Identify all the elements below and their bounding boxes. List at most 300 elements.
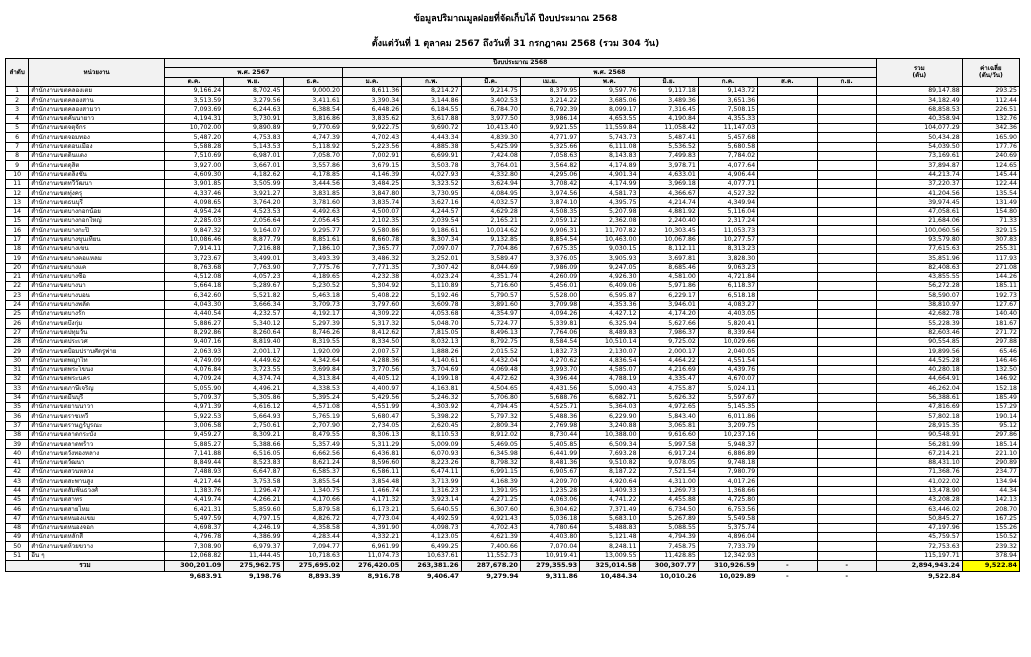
- row-month-value: [758, 179, 817, 188]
- row-month-value: 5,304.92: [342, 282, 401, 291]
- row-month-value: 8,412.62: [342, 328, 401, 337]
- row-month-value: 6,699.91: [402, 151, 461, 160]
- row-month-value: [817, 402, 876, 411]
- row-average: 342.36: [962, 124, 1019, 133]
- row-month-value: 2,165.21: [461, 217, 520, 226]
- row-month-value: 5,339.81: [520, 319, 579, 328]
- row-total: 88,431.10: [876, 458, 962, 467]
- row-month-value: 11,552.73: [461, 551, 520, 560]
- row-average: 378.94: [962, 551, 1019, 560]
- row-month-value: 3,921.27: [224, 189, 283, 198]
- row-seq: 4: [6, 114, 29, 123]
- row-month-value: 1,235.28: [520, 486, 579, 495]
- average-month-value: -: [786, 572, 789, 581]
- row-month-value: 6,409.06: [580, 282, 639, 291]
- row-total: 50,845.27: [876, 514, 962, 523]
- header-year-2568: พ.ศ. 2568: [342, 68, 876, 77]
- row-seq: 30: [6, 356, 29, 365]
- row-total: 46,262.04: [876, 384, 962, 393]
- row-month-value: 3,505.99: [224, 179, 283, 188]
- row-month-value: [817, 272, 876, 281]
- row-month-value: 4,581.00: [639, 272, 698, 281]
- row-seq: 29: [6, 347, 29, 356]
- row-month-value: 7,733.79: [698, 542, 757, 551]
- row-month-value: 4,266.21: [224, 495, 283, 504]
- row-month-value: 4,337.46: [164, 189, 223, 198]
- row-month-value: 7,775.76: [283, 263, 342, 272]
- row-month-value: 11,058.42: [639, 124, 698, 133]
- row-month-value: 6,987.01: [224, 151, 283, 160]
- row-month-value: 6,244.63: [224, 105, 283, 114]
- total-month-value: -: [758, 561, 817, 572]
- row-total: 19,899.56: [876, 347, 962, 356]
- row-month-value: 7,521.54: [639, 468, 698, 477]
- row-seq: 50: [6, 542, 29, 551]
- header-month: มิ.ย.: [639, 77, 698, 86]
- report-title: ข้อมูลปริมาณมูลฝอยที่จัดเก็บได้ ปีงบประมาณ 2568: [413, 14, 618, 24]
- row-month-value: 3,764.01: [461, 161, 520, 170]
- row-total: 56,272.28: [876, 282, 962, 291]
- row-month-value: 9,616.60: [639, 430, 698, 439]
- row-month-value: [758, 440, 817, 449]
- row-month-value: 4,972.65: [639, 402, 698, 411]
- row-seq: 46: [6, 505, 29, 514]
- row-month-value: 9,770.69: [283, 124, 342, 133]
- row-month-value: [817, 151, 876, 160]
- row-average: 154.80: [962, 207, 1019, 216]
- row-month-value: 4,439.76: [698, 365, 757, 374]
- row-month-value: [758, 421, 817, 430]
- row-unit-name: สำนักงานเขตปทุมวัน: [29, 328, 165, 337]
- row-month-value: [758, 142, 817, 151]
- row-unit-name: สำนักงานเขตทุ่งครุ: [29, 189, 165, 198]
- row-month-value: 6,647.87: [224, 468, 283, 477]
- row-month-value: 6,509.34: [580, 440, 639, 449]
- row-month-value: [817, 449, 876, 458]
- row-month-value: 13,009.55: [580, 551, 639, 560]
- row-month-value: 4,826.72: [283, 514, 342, 523]
- row-month-value: 6,586.11: [342, 468, 401, 477]
- row-month-value: 9,725.02: [639, 337, 698, 346]
- average-row: [6, 572, 1020, 583]
- row-month-value: 5,118.92: [283, 142, 342, 151]
- row-month-value: 8,611.36: [342, 86, 401, 95]
- row-month-value: [817, 198, 876, 207]
- row-average: 167.25: [962, 514, 1019, 523]
- row-month-value: 3,969.18: [639, 179, 698, 188]
- row-month-value: 7,424.08: [461, 151, 520, 160]
- row-month-value: 9,890.89: [224, 124, 283, 133]
- row-month-value: 4,896.04: [698, 533, 757, 542]
- row-month-value: [758, 393, 817, 402]
- row-month-value: 8,248.11: [580, 542, 639, 551]
- total-month-value: 275,962.75: [224, 561, 283, 572]
- row-month-value: 5,549.58: [698, 514, 757, 523]
- row-month-value: [758, 86, 817, 95]
- report-subtitle: ตั้งแต่วันที่ 1 ตุลาคม 2567 ถึงวันที่ 31 กรกฎาคม 2568 (รวม 304 วัน): [371, 39, 660, 49]
- row-month-value: 5,325.66: [520, 142, 579, 151]
- row-month-value: 8,496.13: [461, 328, 520, 337]
- row-month-value: [817, 244, 876, 253]
- row-total: 28,915.35: [876, 421, 962, 430]
- row-total: 77,615.63: [876, 244, 962, 253]
- table-row: [6, 523, 1020, 532]
- row-month-value: 7,763.90: [224, 263, 283, 272]
- row-month-value: 2,620.45: [402, 421, 461, 430]
- row-month-value: 7,675.35: [520, 244, 579, 253]
- row-total: 40,358.94: [876, 114, 962, 123]
- row-month-value: 4,709.24: [164, 375, 223, 384]
- row-seq: 26: [6, 319, 29, 328]
- row-month-value: 4,508.35: [520, 207, 579, 216]
- total-month-value: 263,381.26: [402, 561, 461, 572]
- row-month-value: 6,474.11: [402, 468, 461, 477]
- row-total: 44,664.91: [876, 375, 962, 384]
- row-month-value: [817, 179, 876, 188]
- row-month-value: 5,797.32: [461, 412, 520, 421]
- row-average: 65.46: [962, 347, 1019, 356]
- row-month-value: [758, 96, 817, 105]
- row-month-value: 4,836.54: [580, 356, 639, 365]
- row-unit-name: สำนักงานเขตห้วยขวาง: [29, 542, 165, 551]
- row-month-value: 4,443.34: [402, 133, 461, 142]
- row-month-value: 3,390.34: [342, 96, 401, 105]
- row-month-value: 4,043.30: [164, 300, 223, 309]
- row-month-value: 8,621.24: [283, 458, 342, 467]
- header-unit: หน่วยงาน: [29, 59, 165, 87]
- row-month-value: [817, 542, 876, 551]
- row-month-value: 9,510.82: [580, 458, 639, 467]
- row-average: 157.29: [962, 402, 1019, 411]
- row-month-value: 4,427.12: [580, 310, 639, 319]
- row-month-value: [758, 151, 817, 160]
- row-month-value: 4,270.62: [520, 356, 579, 365]
- table-row: [6, 114, 1020, 123]
- row-month-value: 5,879.58: [283, 505, 342, 514]
- row-month-value: 4,084.95: [461, 189, 520, 198]
- row-month-value: 1,368.66: [698, 486, 757, 495]
- row-seq: 1: [6, 86, 29, 95]
- row-month-value: 4,455.88: [639, 495, 698, 504]
- row-unit-name: สำนักงานเขตสายไหม: [29, 505, 165, 514]
- row-month-value: 6,342.60: [164, 291, 223, 300]
- row-month-value: 7,986.09: [520, 263, 579, 272]
- total-month-value: 276,420.05: [342, 561, 401, 572]
- row-unit-name: สำนักงานเขตบางคอแหลม: [29, 254, 165, 263]
- total-month-value: 287,678.20: [461, 561, 520, 572]
- row-month-value: 7,070.04: [520, 542, 579, 551]
- row-month-value: 4,885.38: [402, 142, 461, 151]
- row-average: 112.44: [962, 96, 1019, 105]
- row-average: 255.31: [962, 244, 1019, 253]
- row-month-value: [817, 310, 876, 319]
- row-average: 234.77: [962, 468, 1019, 477]
- row-month-value: 8,292.86: [164, 328, 223, 337]
- row-month-value: 7,488.93: [164, 468, 223, 477]
- row-month-value: 5,997.58: [639, 440, 698, 449]
- row-month-value: 7,508.15: [698, 105, 757, 114]
- row-month-value: 4,527.32: [698, 189, 757, 198]
- row-unit-name: สำนักงานเขตจตุจักร: [29, 124, 165, 133]
- row-month-value: [758, 495, 817, 504]
- row-average: 271.08: [962, 263, 1019, 272]
- row-month-value: 1,888.26: [402, 347, 461, 356]
- row-month-value: 2,015.52: [461, 347, 520, 356]
- row-month-value: 4,396.44: [520, 375, 579, 384]
- row-month-value: 4,400.97: [342, 384, 401, 393]
- row-month-value: 5,706.80: [461, 393, 520, 402]
- row-month-value: 8,849.44: [164, 458, 223, 467]
- row-month-value: 5,055.90: [164, 384, 223, 393]
- row-average: 127.67: [962, 300, 1019, 309]
- row-month-value: 3,489.36: [639, 96, 698, 105]
- row-month-value: [758, 263, 817, 272]
- row-seq: 42: [6, 468, 29, 477]
- row-month-value: 3,753.58: [224, 477, 283, 486]
- row-month-value: 6,753.56: [698, 505, 757, 514]
- row-month-value: 4,472.62: [461, 375, 520, 384]
- row-month-value: 4,702.43: [461, 523, 520, 532]
- row-month-value: 6,111.08: [580, 142, 639, 151]
- row-month-value: 3,986.14: [520, 114, 579, 123]
- row-month-value: 1,269.73: [639, 486, 698, 495]
- header-month: ก.ค.: [698, 77, 757, 86]
- row-month-value: [758, 533, 817, 542]
- row-month-value: 5,683.10: [580, 514, 639, 523]
- row-month-value: [817, 207, 876, 216]
- row-month-value: 4,174.89: [580, 161, 639, 170]
- row-seq: 15: [6, 217, 29, 226]
- row-month-value: 4,309.22: [342, 310, 401, 319]
- header-month: ส.ค.: [758, 77, 817, 86]
- row-month-value: 2,007.57: [342, 347, 401, 356]
- row-month-value: [817, 468, 876, 477]
- row-month-value: 6,229.90: [580, 412, 639, 421]
- table-row: [6, 328, 1020, 337]
- row-month-value: [817, 375, 876, 384]
- row-month-value: 4,492.59: [402, 514, 461, 523]
- row-month-value: 3,503.78: [402, 161, 461, 170]
- row-month-value: 4,702.43: [342, 133, 401, 142]
- header-month: ก.ย.: [817, 77, 876, 86]
- row-month-value: 3,993.70: [520, 365, 579, 374]
- row-seq: 13: [6, 198, 29, 207]
- row-month-value: [817, 384, 876, 393]
- row-month-value: [817, 291, 876, 300]
- row-total: 93,579.80: [876, 235, 962, 244]
- row-month-value: 8,319.55: [283, 337, 342, 346]
- row-month-value: 6,886.89: [698, 449, 757, 458]
- table-row: [6, 486, 1020, 495]
- row-average: 177.76: [962, 142, 1019, 151]
- row-month-value: 4,403.80: [520, 533, 579, 542]
- row-month-value: 6,304.62: [520, 505, 579, 514]
- row-average: 140.40: [962, 310, 1019, 319]
- row-unit-name: สำนักงานเขตประเวศ: [29, 337, 165, 346]
- total-month-value: -: [817, 561, 876, 572]
- row-month-value: 3,697.81: [639, 254, 698, 263]
- row-month-value: 4,971.39: [164, 402, 223, 411]
- row-month-value: 10,014.62: [461, 226, 520, 235]
- total-month-value: 275,695.02: [283, 561, 342, 572]
- total-month-value: 310,926.59: [698, 561, 757, 572]
- row-month-value: 4,403.05: [698, 310, 757, 319]
- table-row: [6, 337, 1020, 346]
- row-month-value: [817, 96, 876, 105]
- row-month-value: 3,708.42: [520, 179, 579, 188]
- row-month-value: 4,163.81: [402, 384, 461, 393]
- table-row: [6, 468, 1020, 477]
- row-average: 185.49: [962, 393, 1019, 402]
- row-month-value: 4,174.20: [639, 310, 698, 319]
- row-month-value: 3,704.69: [402, 365, 461, 374]
- total-month-value: 300,201.09: [164, 561, 223, 572]
- row-average: 271.72: [962, 328, 1019, 337]
- row-month-value: 4,174.99: [580, 179, 639, 188]
- row-total: 47,197.96: [876, 523, 962, 532]
- row-month-value: 9,078.05: [639, 458, 698, 467]
- table-row: [6, 393, 1020, 402]
- table-row: [6, 151, 1020, 160]
- row-month-value: [758, 217, 817, 226]
- total-row: [6, 561, 1020, 572]
- table-row: [6, 217, 1020, 226]
- row-seq: 5: [6, 124, 29, 133]
- row-month-value: 3,144.86: [402, 96, 461, 105]
- row-month-value: 7,316.45: [639, 105, 698, 114]
- header-seq: ลำดับ: [6, 59, 29, 87]
- row-month-value: 4,027.93: [402, 170, 461, 179]
- row-seq: 36: [6, 412, 29, 421]
- row-month-value: [817, 300, 876, 309]
- row-average: 190.14: [962, 412, 1019, 421]
- row-month-value: [758, 514, 817, 523]
- row-month-value: 4,839.30: [461, 133, 520, 142]
- row-month-value: 3,484.25: [342, 179, 401, 188]
- row-month-value: 10,413.40: [461, 124, 520, 133]
- row-month-value: [758, 189, 817, 198]
- row-month-value: 4,017.26: [698, 477, 757, 486]
- row-month-value: 4,214.74: [639, 198, 698, 207]
- row-month-value: 4,794.45: [461, 402, 520, 411]
- row-month-value: 3,797.60: [342, 300, 401, 309]
- row-month-value: 4,921.43: [461, 514, 520, 523]
- row-month-value: [758, 207, 817, 216]
- row-month-value: 5,820.41: [698, 319, 757, 328]
- row-month-value: 5,340.12: [224, 319, 283, 328]
- row-month-value: 5,456.01: [520, 282, 579, 291]
- table-row: [6, 430, 1020, 439]
- row-month-value: 6,905.67: [520, 468, 579, 477]
- row-average: 181.67: [962, 319, 1019, 328]
- row-seq: 20: [6, 263, 29, 272]
- row-unit-name: สำนักงานเขตดุสิต: [29, 161, 165, 170]
- row-month-value: [758, 254, 817, 263]
- row-seq: 16: [6, 226, 29, 235]
- row-month-value: 4,244.57: [402, 207, 461, 216]
- row-unit-name: สำนักงานเขตดินแดง: [29, 151, 165, 160]
- row-month-value: 5,922.53: [164, 412, 223, 421]
- table-row: [6, 440, 1020, 449]
- row-month-value: 4,246.19: [224, 523, 283, 532]
- row-month-value: 5,743.73: [580, 133, 639, 142]
- row-total: 63,446.02: [876, 505, 962, 514]
- row-month-value: [758, 272, 817, 281]
- row-month-value: 3,214.22: [520, 96, 579, 105]
- row-unit-name: สำนักงานเขตตลิ่งชัน: [29, 170, 165, 179]
- row-seq: 41: [6, 458, 29, 467]
- table-row: [6, 291, 1020, 300]
- row-month-value: 6,388.54: [283, 105, 342, 114]
- row-seq: 18: [6, 244, 29, 253]
- row-month-value: 3,831.85: [283, 189, 342, 198]
- row-month-value: 5,885.27: [164, 440, 223, 449]
- row-month-value: 8,819.40: [224, 337, 283, 346]
- row-month-value: 6,307.60: [461, 505, 520, 514]
- row-month-value: 5,588.28: [164, 142, 223, 151]
- average-month-value: 9,198.76: [248, 572, 282, 581]
- row-month-value: [817, 523, 876, 532]
- row-month-value: 4,492.63: [283, 207, 342, 216]
- row-seq: 31: [6, 365, 29, 374]
- row-month-value: 1,391.95: [461, 486, 520, 495]
- row-month-value: 3,901.85: [164, 179, 223, 188]
- row-month-value: [817, 282, 876, 291]
- table-row: [6, 477, 1020, 486]
- row-month-value: [817, 189, 876, 198]
- row-seq: 47: [6, 514, 29, 523]
- row-month-value: 2,102.35: [342, 217, 401, 226]
- table-row: [6, 365, 1020, 374]
- table-row: [6, 105, 1020, 114]
- row-seq: 40: [6, 449, 29, 458]
- row-unit-name: สำนักงานเขตบางรัก: [29, 310, 165, 319]
- row-month-value: 4,077.64: [698, 161, 757, 170]
- row-month-value: 10,718.63: [283, 551, 342, 560]
- row-month-value: [758, 365, 817, 374]
- average-month-value: 10,029.89: [719, 572, 756, 581]
- average-month-value: -: [845, 572, 849, 581]
- row-month-value: 8,854.54: [520, 235, 579, 244]
- row-month-value: 6,441.99: [520, 449, 579, 458]
- row-month-value: 7,400.66: [461, 542, 520, 551]
- header-average: ค่าเฉลี่ย (ตัน/วัน): [962, 59, 1019, 87]
- row-month-value: [817, 458, 876, 467]
- average-month-value: 8,916.78: [367, 572, 400, 581]
- row-average: 293.25: [962, 86, 1019, 95]
- row-unit-name: สำนักงานเขตลาดกระบัง: [29, 430, 165, 439]
- row-month-value: 5,357.49: [283, 440, 342, 449]
- row-average: 239.32: [962, 542, 1019, 551]
- row-month-value: [758, 384, 817, 393]
- row-month-value: 10,463.00: [580, 235, 639, 244]
- row-month-value: 8,685.46: [639, 263, 698, 272]
- row-month-value: 4,032.57: [461, 198, 520, 207]
- row-total: 37,220.37: [876, 179, 962, 188]
- row-month-value: 7,510.69: [164, 151, 223, 160]
- row-month-value: 7,371.49: [580, 505, 639, 514]
- row-month-value: 9,295.77: [283, 226, 342, 235]
- row-month-value: [758, 170, 817, 179]
- row-month-value: 4,496.21: [224, 384, 283, 393]
- row-month-value: 3,874.10: [520, 198, 579, 207]
- row-month-value: 4,332.80: [461, 170, 520, 179]
- row-total: 47,816.69: [876, 402, 962, 411]
- row-month-value: 3,730.95: [402, 189, 461, 198]
- row-month-value: 5,597.67: [698, 393, 757, 402]
- row-total: 89,147.88: [876, 86, 962, 95]
- row-month-value: 9,000.20: [283, 86, 342, 95]
